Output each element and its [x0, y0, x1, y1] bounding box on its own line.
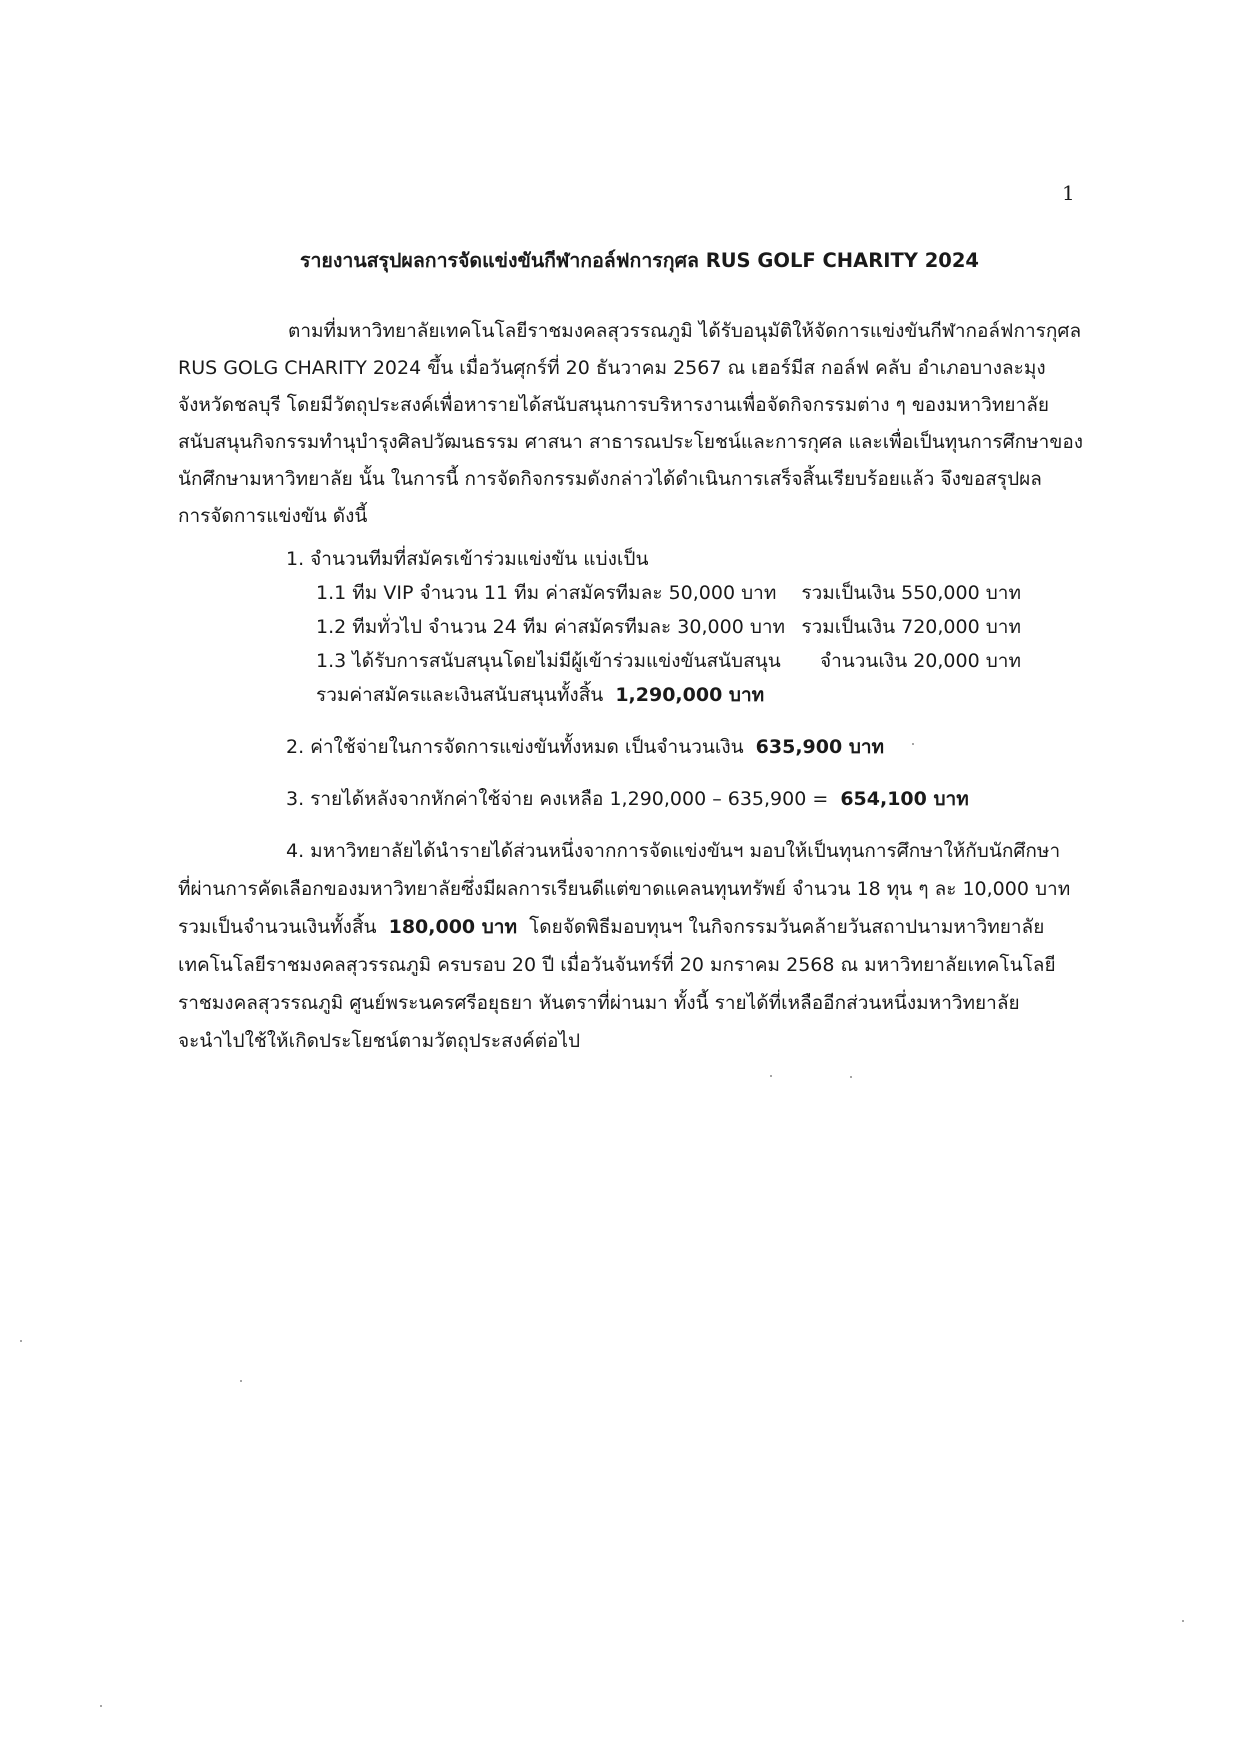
item-1-3-total: จำนวนเงิน 20,000 บาท — [819, 650, 1021, 672]
item-4-total-label: รวมเป็นจำนวนเงินทั้งสิ้น — [178, 916, 377, 938]
scan-speck — [100, 1705, 102, 1707]
item-1-sum — [316, 682, 764, 708]
scan-speck — [20, 1340, 22, 1342]
item-4-line — [178, 914, 1044, 940]
page-number: 1 — [1062, 181, 1075, 205]
item-3-value: 654,100 บาท — [840, 788, 969, 810]
scan-speck — [912, 743, 914, 745]
item-4-line: จะนำไปใช้ให้เกิดประโยชน์ตามวัตถุประสงค์ต่อไป — [178, 1030, 581, 1052]
intro-line: RUS GOLG CHARITY 2024 ขึ้น เมื่อวันศุกร์ที่ 20 ธันวาคม 2567 ณ เฮอร์มีส กอล์ฟ คลับ อำเภอบางละมุง — [178, 357, 1046, 379]
item-3 — [286, 786, 969, 812]
item-2 — [286, 734, 884, 760]
intro-line: นักศึกษามหาวิทยาลัย นั้น ในการนี้ การจัดกิจกรรมดังกล่าวได้ดำเนินการเสร็จสิ้นเรียบร้อยแล้ว จึงขอสรุปผล — [178, 468, 1042, 490]
intro-line: จังหวัดชลบุรี โดยมีวัตถุประสงค์เพื่อหารายได้สนับสนุนการบริหารงานเพื่อจัดกิจกรรมต่าง ๆ ของมหาวิทยาลัย — [178, 394, 1049, 416]
item-1-3-label: 1.3 ได้รับการสนับสนุนโดยไม่มีผู้เข้าร่วมแข่งขันสนับสนุน — [316, 650, 781, 672]
item-1-2-total: รวมเป็นเงิน 720,000 บาท — [801, 616, 1021, 638]
item-1-heading: 1. จำนวนทีมที่สมัครเข้าร่วมแข่งขัน แบ่งเป็น — [286, 548, 649, 570]
intro-line: การจัดการแข่งขัน ดังนี้ — [178, 505, 368, 527]
item-1-sum-value: 1,290,000 บาท — [615, 684, 765, 706]
intro-line: สนับสนุนกิจกรรมทำนุบำรุงศิลปวัฒนธรรม ศาสนา สาธารณประโยชน์และการกุศล และเพื่อเป็นทุนการศึกษาของ — [178, 431, 1084, 453]
item-1-1-label: 1.1 ทีม VIP จำนวน 11 ทีม ค่าสมัครทีมละ 50,000 บาท — [316, 582, 777, 604]
item-2-label: 2. ค่าใช้จ่ายในการจัดการแข่งขันทั้งหมด เป็นจำนวนเงิน — [286, 736, 744, 758]
item-4-total-value: 180,000 บาท — [388, 916, 518, 938]
document-title: รายงานสรุปผลการจัดแข่งขันกีฬากอล์ฟการกุศล RUS GOLF CHARITY 2024 — [300, 249, 979, 272]
item-4-line: เทคโนโลยีราชมงคลสุวรรณภูมิ ครบรอบ 20 ปี เมื่อวันจันทร์ที่ 20 มกราคม 2568 ณ มหาวิทยาลัยเทคโนโลยี — [178, 954, 1056, 976]
item-1-1-total: รวมเป็นเงิน 550,000 บาท — [801, 582, 1021, 604]
item-4-line: ที่ผ่านการคัดเลือกของมหาวิทยาลัยซึ่งมีผลการเรียนดีแต่ขาดแคลนทุนทรัพย์ จำนวน 18 ทุน ๆ ละ 10,000 บาท — [178, 878, 1071, 900]
item-2-value: 635,900 บาท — [755, 736, 885, 758]
item-4-line: ราชมงคลสุวรรณภูมิ ศูนย์พระนครศรีอยุธยา หันตราที่ผ่านมา ทั้งนี้ รายได้ที่เหลืออีกส่วนหนึ่งมหาวิทยาลัย — [178, 992, 1020, 1014]
scan-speck — [770, 1075, 772, 1077]
intro-line: ตามที่มหาวิทยาลัยเทคโนโลยีราชมงคลสุวรรณภูมิ ได้รับอนุมัติให้จัดการแข่งขันกีฬากอล์ฟการกุศล — [288, 320, 1082, 342]
scan-speck — [1182, 1620, 1184, 1622]
scan-speck — [240, 1380, 242, 1382]
scan-speck — [850, 1076, 852, 1078]
item-1-sum-label: รวมค่าสมัครและเงินสนับสนุนทั้งสิ้น — [316, 684, 604, 706]
item-4-line: 4. มหาวิทยาลัยได้นำรายได้ส่วนหนึ่งจากการจัดแข่งขันฯ มอบให้เป็นทุนการศึกษาให้กับนักศึกษา — [286, 840, 1061, 862]
item-3-label: 3. รายได้หลังจากหักค่าใช้จ่าย คงเหลือ 1,290,000 – 635,900 = — [286, 788, 829, 810]
item-4-ceremony-text: โดยจัดพิธีมอบทุนฯ ในกิจกรรมวันคล้ายวันสถาปนามหาวิทยาลัย — [529, 916, 1045, 938]
item-1-2-label: 1.2 ทีมทั่วไป จำนวน 24 ทีม ค่าสมัครทีมละ 30,000 บาท — [316, 616, 786, 638]
